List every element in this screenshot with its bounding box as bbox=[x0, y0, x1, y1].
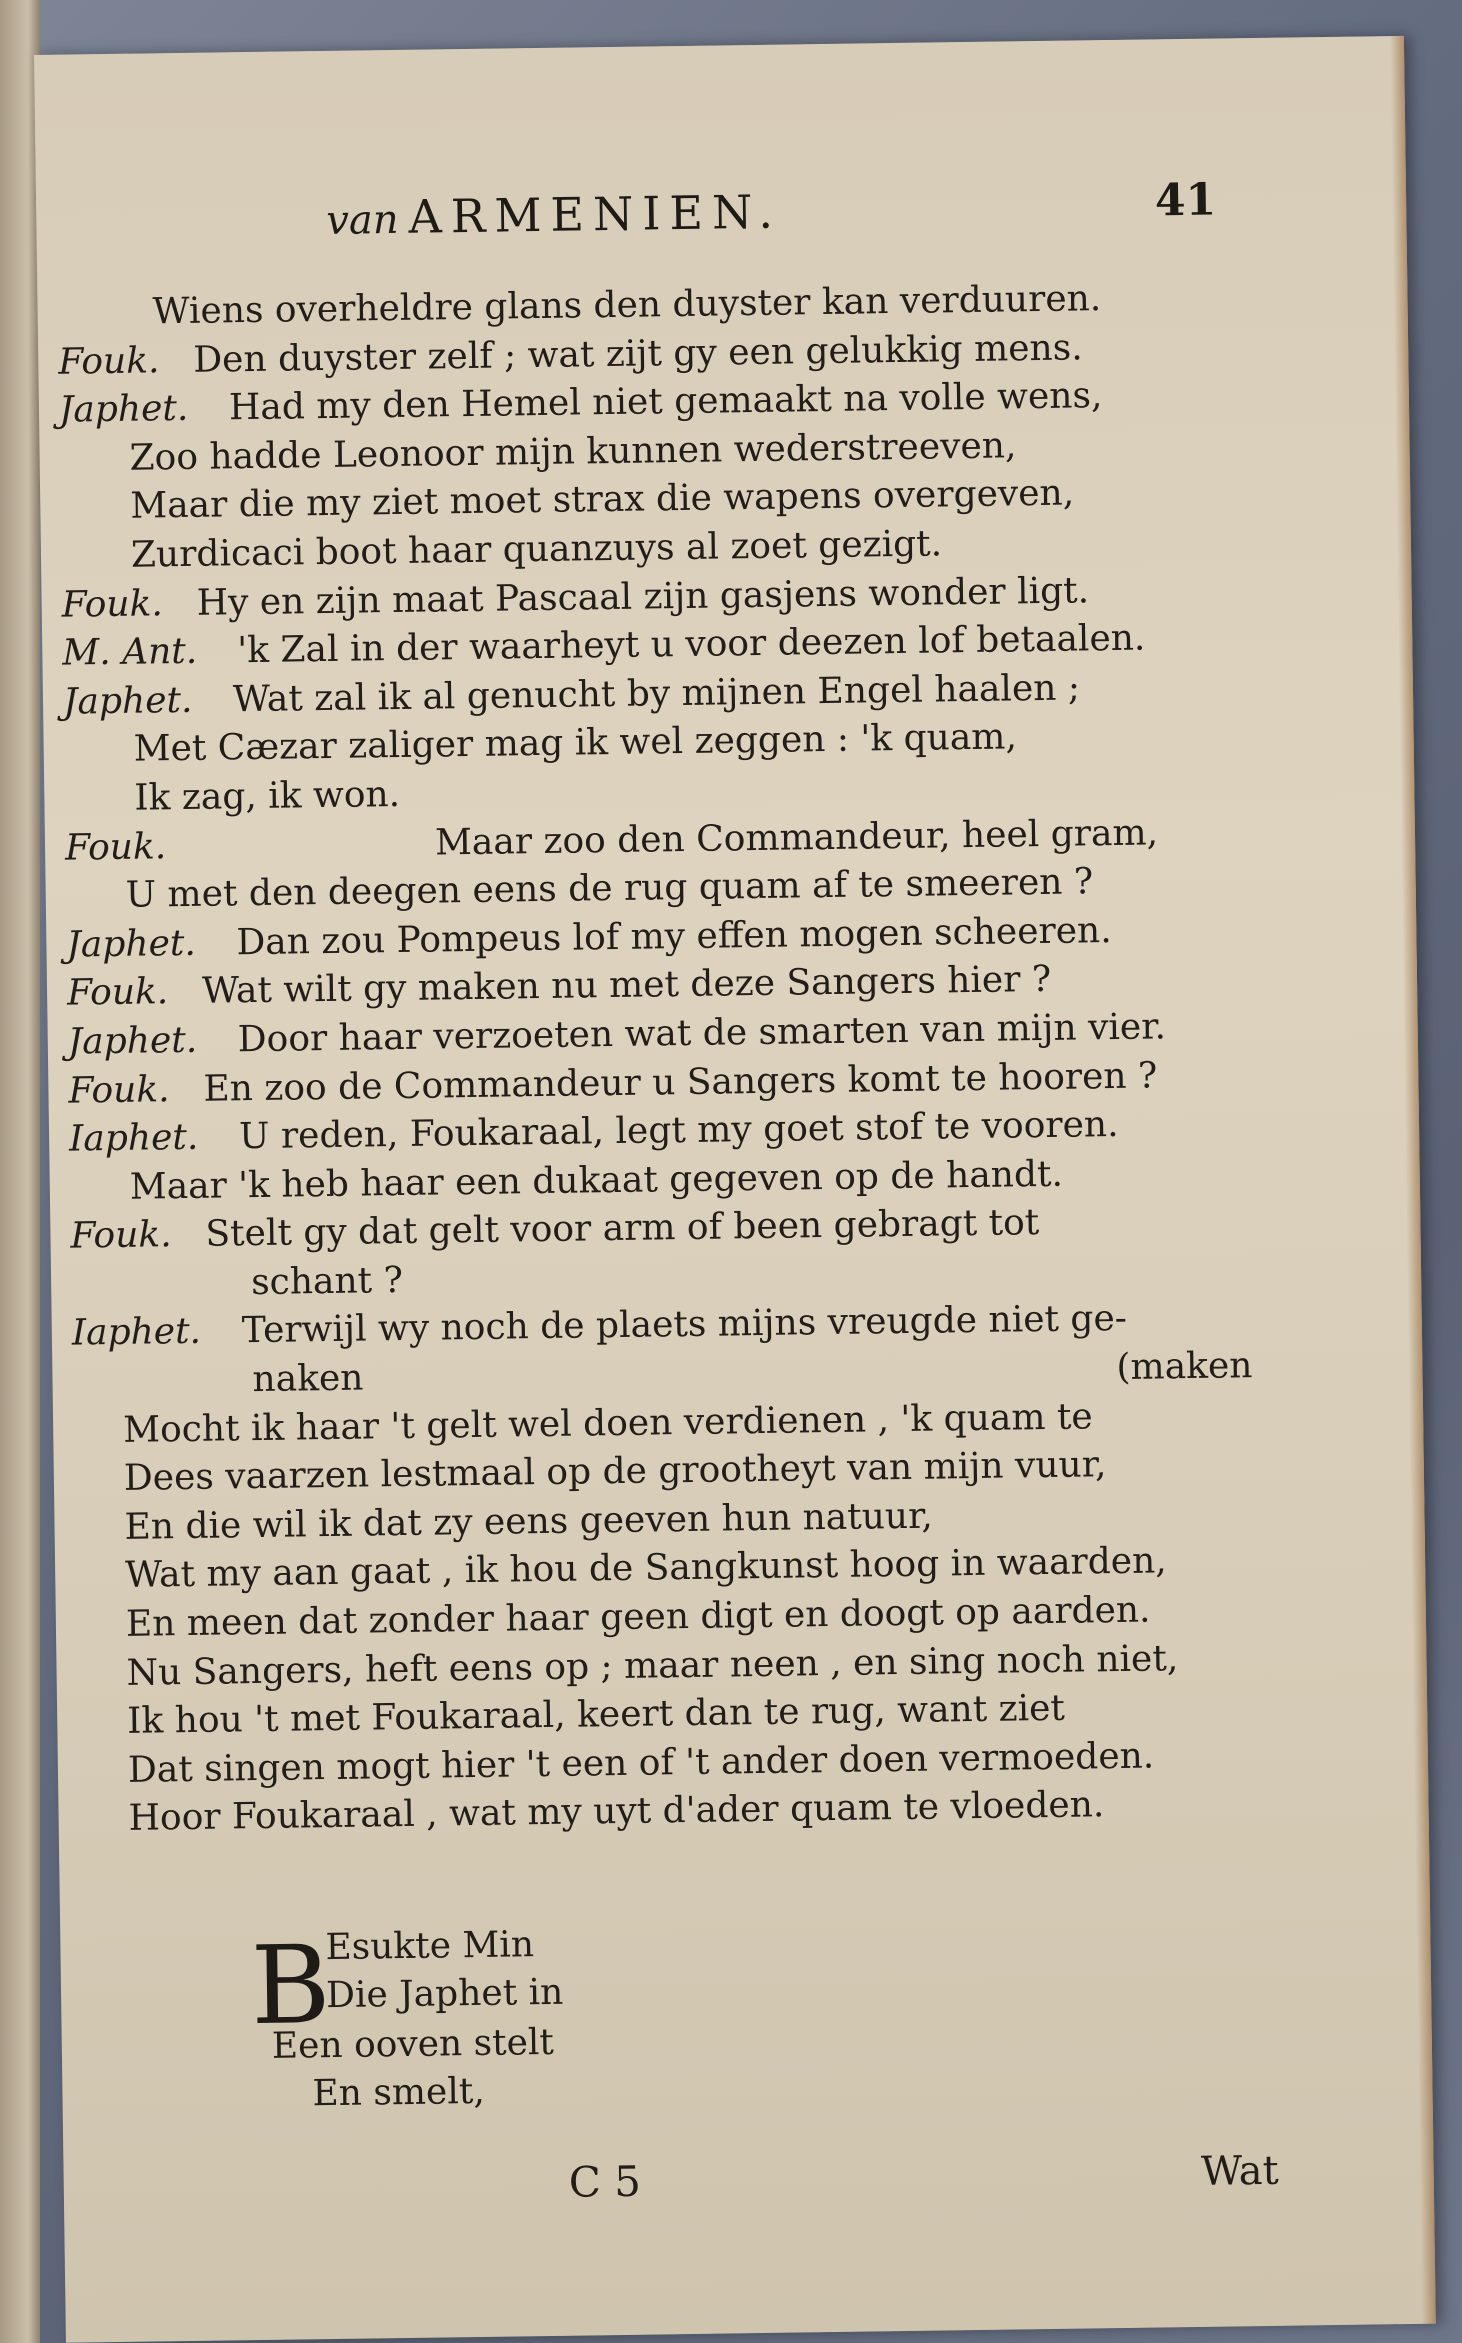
speaker-name: Fouk. bbox=[64, 825, 167, 869]
speaker-name: Japhet. bbox=[62, 679, 193, 723]
verse-text: En meen dat zonder haar geen digt en doogt op aarden. bbox=[125, 1589, 1151, 1645]
verse-text: U reden, Foukaraal, legt my goet stof te vooren. bbox=[238, 1104, 1119, 1158]
verse-text: U met den deegen eens de rug quam af te smeeren ? bbox=[125, 861, 1094, 916]
left-page-edge bbox=[0, 0, 40, 2343]
speaker-name: Fouk. bbox=[68, 1068, 170, 1112]
speaker-name: Fouk. bbox=[70, 1214, 172, 1257]
speaker-name: Fouk. bbox=[57, 339, 160, 383]
page-number: 41 bbox=[1154, 174, 1217, 227]
verse-text: Door haar verzoeten wat de smarten van mijn vier. bbox=[237, 1006, 1167, 1061]
verse-text: Wat my aan gaat , ik hou de Sangkunst hoog in waarden, bbox=[124, 1540, 1167, 1597]
running-head-van: van bbox=[326, 196, 399, 244]
verse-text: Wat wilt gy maken nu met deze Sangers hier ? bbox=[201, 959, 1052, 1013]
speaker-name: Fouk. bbox=[66, 971, 169, 1014]
verse-text: Dees vaarzen lestmaal op de grootheyt van mijn vuur, bbox=[123, 1444, 1107, 1500]
verse-text: Hy en zijn maat Pascaal zijn gasjens wonder ligt. bbox=[196, 569, 1090, 624]
verse-text: Maar die my ziet moet strax die wapens overgeven, bbox=[130, 472, 1075, 528]
speaker-name: M. Ant. bbox=[62, 630, 198, 674]
verse-turnover: (maken bbox=[1116, 1345, 1253, 1389]
speaker-name: Iaphet. bbox=[68, 1116, 199, 1160]
play-text bbox=[37, 271, 1429, 1845]
page-header bbox=[36, 176, 1407, 275]
song-line: Een ooven stelt bbox=[271, 2021, 555, 2067]
verse-text: schant ? bbox=[250, 1259, 404, 1303]
verse-text: Dan zou Pompeus lof my effen mogen scheeren. bbox=[236, 909, 1112, 963]
catchword: Wat bbox=[1200, 2147, 1279, 2195]
song-line: Die Japhet in bbox=[325, 1971, 564, 2017]
verse-text: Had my den Hemel niet gemaakt na volle wens, bbox=[228, 375, 1103, 429]
verse-text: Ik hou 't met Foukaraal, keert dan te rug, want ziet bbox=[126, 1687, 1066, 1743]
verse-text: En die wil ik dat zy eens geeven hun natuur, bbox=[124, 1495, 934, 1548]
verse-text: En zoo de Commandeur u Sangers komt te hooren ? bbox=[203, 1054, 1158, 1110]
verse-text: Zurdicaci boot haar quanzuys al zoet gezigt. bbox=[130, 523, 943, 576]
verse-text: Mocht ik haar 't gelt wel doen verdienen , 'k quam te bbox=[122, 1396, 1093, 1451]
running-head-title: ARMENIEN. bbox=[408, 184, 783, 244]
running-head bbox=[326, 185, 782, 245]
verse-text: Nu Sangers, heft eens op ; maar neen , en sing noch niet, bbox=[126, 1637, 1179, 1694]
verse-text: Den duyster zelf ; wat zijt gy een gelukkig mens. bbox=[192, 326, 1083, 381]
signature-mark: C 5 bbox=[568, 2156, 642, 2207]
drop-cap: B bbox=[250, 1923, 332, 2050]
verse-text: Stelt gy dat gelt voor arm of been gebragt tot bbox=[205, 1202, 1040, 1255]
verse-text: Zoo hadde Leonoor mijn kunnen wederstreeven, bbox=[129, 425, 1017, 479]
verse-text: Terwijl wy noch de plaets mijns vreugde niet ge- bbox=[241, 1298, 1128, 1352]
verse-text: Met Cæzar zaliger mag ik wel zeggen : 'k quam, bbox=[133, 716, 1018, 771]
verse-text: Ik zag, ik won. bbox=[134, 773, 401, 819]
speaker-name: Iaphet. bbox=[71, 1311, 202, 1355]
song-line: En smelt, bbox=[312, 2070, 486, 2115]
book-page bbox=[34, 36, 1436, 2343]
verse-text: Hoor Foukaraal , wat my uyt d'ader quam te vloeden. bbox=[128, 1784, 1105, 1840]
verse-text: naken bbox=[252, 1357, 364, 1401]
song-section bbox=[250, 1919, 853, 2167]
verse-text: Maar 'k heb haar een dukaat gegeven op de handt. bbox=[129, 1153, 1064, 1208]
verse-text: Wiens overheldre glans den duyster kan verduuren. bbox=[152, 278, 1102, 333]
song-line: Esukte Min bbox=[325, 1924, 535, 1969]
verse-text: 'k Zal in der waarheyt u voor deezen lof betaalen. bbox=[237, 617, 1146, 672]
verse-text: Maar zoo den Commandeur, heel gram, bbox=[434, 811, 1159, 864]
speaker-name: Japhet. bbox=[58, 388, 189, 431]
speaker-name: Japhet. bbox=[67, 1019, 198, 1063]
verse-text: Dat singen mogt hier 't een of 't ander doen vermoeden. bbox=[127, 1735, 1155, 1791]
verse-text: Wat zal ik al genucht by mijnen Engel haalen ; bbox=[232, 667, 1081, 721]
speaker-name: Fouk. bbox=[61, 582, 164, 626]
speaker-name: Japhet. bbox=[66, 922, 197, 966]
